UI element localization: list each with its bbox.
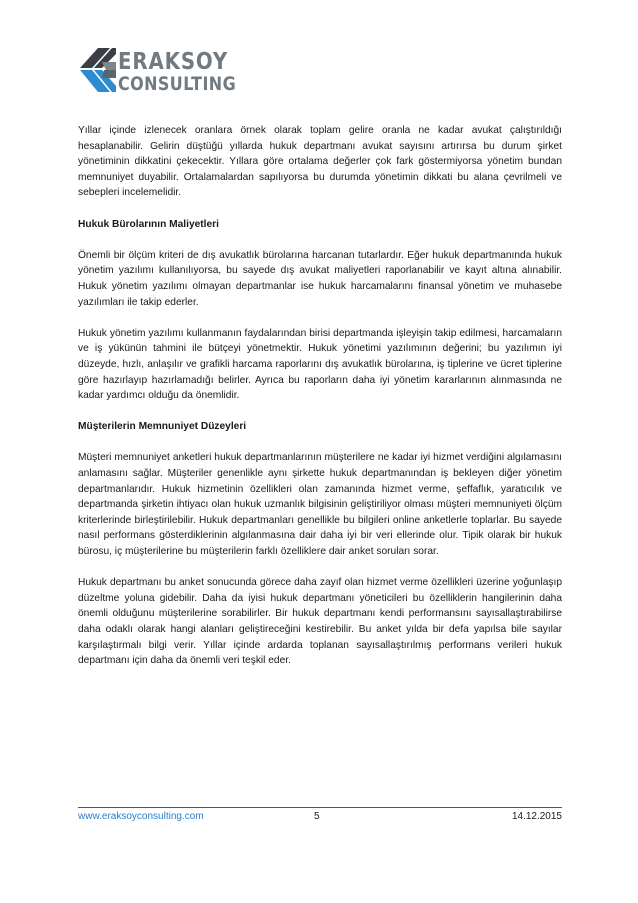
section-heading-customer-satisfaction: Müşterilerin Memnuniyet Düzeyleri	[78, 421, 247, 433]
section-heading-legal-costs: Hukuk Bürolarının Maliyetleri	[78, 218, 219, 230]
footer-divider	[78, 807, 562, 808]
logo-wordmark	[118, 50, 259, 94]
logo-name: ERAKSOY	[118, 49, 229, 75]
logo-subtitle: CONSULTING	[118, 73, 237, 95]
page-number: 5	[314, 811, 320, 822]
paragraph-5: Hukuk departmanı bu anket sonucunda görece daha zayıf olan hizmet verme özellikleri üzerine yoğunlaşıp düzeltme yoluna gidebilir. Daha da iyisi hukuk departmanı yöneticileri bu özelliklerin hangilerinin daha önemli olduğunu müşterilerine sorabilirler. Bir hukuk departmanı kendi performansını sayısallaştırabilirse daha odaklı olarak hangi alanları geliştireceğini kestirebilir. Bu anket yılda bir defa yapılsa bile sayılar karşılaştırmalı bilgi verir. Yıllar içinde ardarda toplanan sayısallaştırılmış performans verileri hukuk departmanı için daha da önemli veri teşkil eder.	[78, 577, 562, 667]
footer-date: 14.12.2015	[511, 811, 562, 822]
paragraph-2: Önemli bir ölçüm kriteri de dış avukatlık bürolarına harcanan tutarlardır. Eğer hukuk departmanında hukuk yönetim yazılımı kullanılıyorsa, bu sayede dış avukat maliyetleri raporlanabilir ve kayıt altına alınabilir. Hukuk yönetim yazılımı olmayan departmanlar ise hukuk harcamalarını finansal yönetim ve muhasebe yazılımları ile takip ederler.	[78, 249, 562, 308]
paragraph-4: Müşteri memnuniyet anketleri hukuk departmanlarının müşterilere ne kadar iyi hizmet verdiğini algılamasını anlamasını sağlar. Müşteriler genenlikle aynı şirkette hukuk departmanından iş bekleyen diğer yönetim departmanlarıdır. Hukuk hizmetinin özellikleri olan zamanında hizmet verme, şeffaflık, yaratıcılık ve departmanda şirketin ihtiyacı olan hukuk uzmanlık bilgisinin geliştiriliyor olması müşteri memnuniyeti ölçüm kriterlerinde birleştirilebilir. Hukuk departmanları genellikle bu bilgileri online anketlerle toplarlar. Bu sayede nasıl performans gösterdiklerinin algılanmasına dair daha iyi bir veri ellerinde olur. Tipik olarak bir hukuk bürosu, iç müşterilerine bu müşterilerin farklı özelliklere dair anket soruları sorar.	[78, 452, 562, 558]
document-body	[78, 123, 562, 684]
footer-website-link[interactable]: www.eraksoyconsulting.com	[78, 811, 204, 822]
paragraph-3: Hukuk yönetim yazılımı kullanmanın faydalarından birisi departmanda işleyişin takip edilmesi, harcamaların ve iş yükünün tahmini ile bütçeyi yönetmektir. Hukuk yönetimi yazılımının değerini; bu yazılımın iyi düzeyde, hızlı, anlaşılır ve grafikli harcama raporlarını dış avukatlık bürolarına, iş tiplerine ve ücret tiplerine göre hazırlayıp hazırlamadığı belirler. Ayrıca bu raporların daha iyi yönetim kararlarının alınmasında ne kadar yardımcı olduğu da önemlidir.	[78, 327, 562, 402]
paragraph-1: Yıllar içinde izlenecek oranlara örnek olarak toplam gelire oranla ne kadar avukat çalıştırıldığı hesaplanabilir. Gelirin düştüğü yıllarda hukuk departmanı avukat sayısını artırırsa bu durum şirket yönetiminin dikkatini çekecektir. Yıllara göre ortalama değerler çok fark göstermiyorsa yönetim bundan memnuniyet duyabilir. Ortalamalardan sapılıyorsa bu durumda yönetimin dikkati bu alana çevrilmeli ve sebepleri incelemelidir.	[78, 125, 562, 199]
